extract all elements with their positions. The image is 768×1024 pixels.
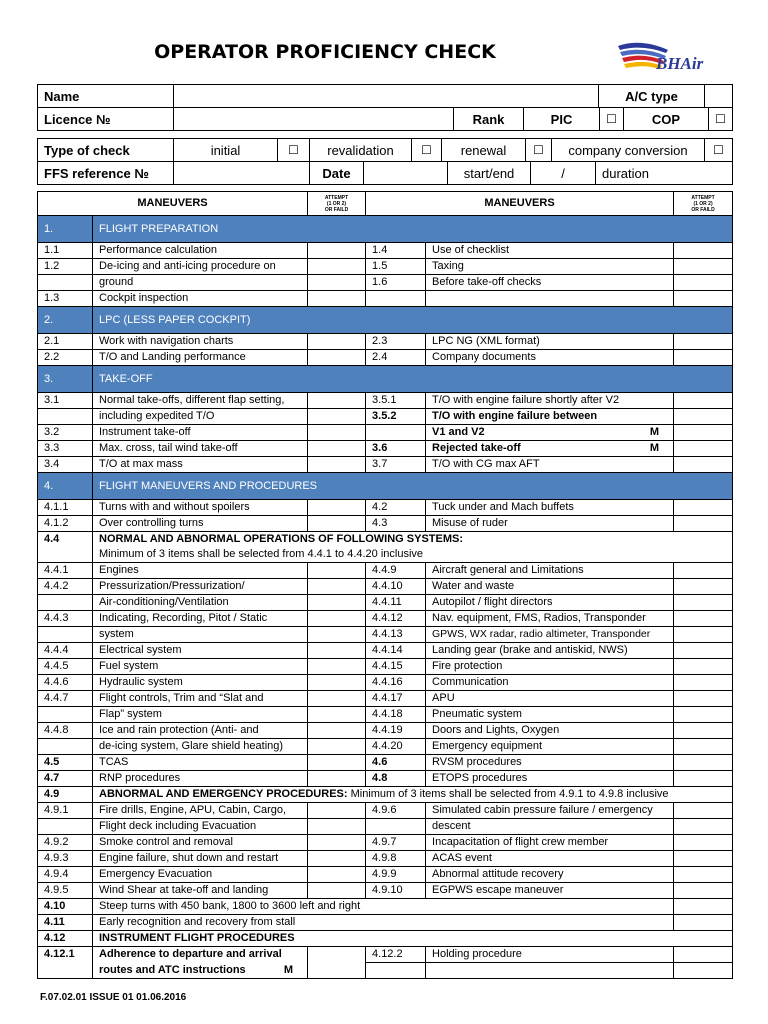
attempt-cell[interactable] (674, 334, 733, 350)
attempt-cell[interactable] (674, 611, 733, 627)
date-field[interactable] (364, 162, 448, 185)
section-row (38, 216, 733, 243)
attempt-cell[interactable] (674, 291, 733, 307)
attempt-cell[interactable] (674, 755, 733, 771)
section-number: 2. (38, 307, 93, 334)
attempt-cell[interactable] (674, 243, 733, 259)
revalidation-label: revalidation (310, 139, 412, 162)
mandatory-mark: M (283, 963, 294, 976)
table-row: 4.9.3 Engine failure, shut down and restart 4.9.8 ACAS event (38, 851, 733, 867)
attempt-cell[interactable] (674, 947, 733, 963)
table-row: Flap” system 4.4.18 Pneumatic system (38, 707, 733, 723)
maneuvers-header-left: MANEUVERS (38, 192, 308, 216)
attempt-cell[interactable] (308, 425, 366, 441)
attempt-header-left: ATTEMPT (1 OR 2) OR FAILD (308, 192, 366, 216)
table-row: 4.12.1 Adherence to departure and arrival 4.12.2 Holding procedure (38, 947, 733, 963)
section-title: LPC (LESS PAPER COCKPIT) (93, 307, 733, 334)
attempt-cell[interactable] (674, 867, 733, 883)
attempt-cell[interactable] (308, 243, 366, 259)
initial-label: initial (174, 139, 278, 162)
date-label: Date (310, 162, 364, 185)
attempt-header-right: ATTEMPT (1 OR 2) OR FAILD (674, 192, 733, 216)
section-number: 1. (38, 216, 93, 243)
attempt-cell[interactable] (308, 457, 366, 473)
licence-label: Licence № (38, 108, 174, 131)
attempt-cell[interactable] (674, 595, 733, 611)
table-row: 4.4.8 Ice and rain protection (Anti- and 4.4.19 Doors and Lights, Oxygen (38, 723, 733, 739)
ffs-table (37, 161, 733, 185)
table-row: 3.2 Instrument take-off V1 and V2 M (38, 425, 733, 441)
section-row (38, 307, 733, 334)
attempt-cell[interactable] (674, 563, 733, 579)
attempt-cell[interactable] (674, 723, 733, 739)
table-row: Flight deck including Evacuation descent (38, 819, 733, 835)
table-row: de-icing system, Glare shield heating) 4.4.20 Emergency equipment (38, 739, 733, 755)
attempt-cell[interactable] (674, 627, 733, 643)
table-row: routes and ATC instructions M (38, 963, 733, 979)
attempt-cell[interactable] (308, 350, 366, 366)
attempt-cell[interactable] (674, 771, 733, 787)
renewal-label: renewal (442, 139, 526, 162)
table-row: 4.4.4 Electrical system 4.4.14 Landing gear (brake and antiskid, NWS) (38, 643, 733, 659)
table-row: 4.9.1 Fire drills, Engine, APU, Cabin, Cargo, 4.9.6 Simulated cabin pressure failure / emergency (38, 803, 733, 819)
attempt-cell[interactable] (674, 883, 733, 899)
table-row: 4.9.2 Smoke control and removal 4.9.7 Incapacitation of flight crew member (38, 835, 733, 851)
table-row: 4.4.2 Pressurization/Pressurization/ 4.4.10 Water and waste (38, 579, 733, 595)
attempt-cell[interactable] (674, 739, 733, 755)
section-title: FLIGHT MANEUVERS AND PROCEDURES (93, 473, 733, 500)
attempt-cell[interactable] (674, 516, 733, 532)
attempt-cell[interactable] (674, 835, 733, 851)
page-title: OPERATOR PROFICIENCY CHECK (154, 41, 496, 63)
attempt-cell[interactable] (674, 707, 733, 723)
attempt-cell[interactable] (308, 851, 366, 867)
renewal-checkbox[interactable]: ☐ (526, 139, 552, 162)
revalidation-checkbox[interactable]: ☐ (412, 139, 442, 162)
column-header-row (38, 192, 733, 216)
company-conversion-checkbox[interactable]: ☐ (705, 139, 733, 162)
start-end-field[interactable]: / (531, 162, 596, 185)
table-row: 4.4.6 Hydraulic system 4.4.16 Communication (38, 675, 733, 691)
bhair-logo (616, 40, 736, 78)
table-row: system 4.4.13 GPWS, WX radar, radio altimeter, Transponder (38, 627, 733, 643)
section-title: TAKE-OFF (93, 366, 733, 393)
table-row: 4.1.1 Turns with and without spoilers 4.2 Tuck under and Mach buffets (38, 500, 733, 516)
table-row: 3.4 T/O at max mass 3.7 T/O with CG max AFT (38, 457, 733, 473)
attempt-cell[interactable] (308, 563, 366, 579)
attempt-cell[interactable] (308, 611, 366, 627)
table-row: 4.4.7 Flight controls, Trim and “Slat and 4.4.17 APU (38, 691, 733, 707)
table-row: 4.9.5 Wind Shear at take-off and landing 4.9.10 EGPWS escape maneuver (38, 883, 733, 899)
table-row: 4.1.2 Over controlling turns 4.3 Misuse of ruder (38, 516, 733, 532)
attempt-cell[interactable] (308, 867, 366, 883)
rank-label: Rank (454, 108, 524, 131)
type-of-check-label: Type of check (38, 139, 174, 162)
maneuvers-header-right: MANEUVERS (366, 192, 674, 216)
table-row: 4.4.1 Engines 4.4.9 Aircraft general and Limitations (38, 563, 733, 579)
pic-label: PIC (524, 108, 600, 131)
section-number: 4. (38, 473, 93, 500)
attempt-cell[interactable] (308, 691, 366, 707)
attempt-cell[interactable] (674, 851, 733, 867)
attempt-cell[interactable] (308, 803, 366, 819)
licence-table (37, 107, 733, 131)
section-number: 3. (38, 366, 93, 393)
table-row: 4.10 Steep turns with 450 bank, 1800 to 3600 left and right (38, 899, 733, 915)
table-row: 3.1 Normal take-offs, different flap setting, 3.5.1 T/O with engine failure shortly after V2 (38, 393, 733, 409)
cop-label: COP (624, 108, 709, 131)
pic-checkbox[interactable]: ☐ (600, 108, 624, 131)
section-title: FLIGHT PREPARATION (93, 216, 733, 243)
section-row (38, 366, 733, 393)
table-row: 4.11 Early recognition and recovery from stall (38, 915, 733, 931)
attempt-cell[interactable] (308, 259, 366, 275)
attempt-cell[interactable] (674, 915, 733, 931)
table-row: Air-conditioning/Ventilation 4.4.11 Autopilot / flight directors (38, 595, 733, 611)
attempt-cell[interactable] (674, 643, 733, 659)
attempt-cell[interactable] (674, 691, 733, 707)
mandatory-mark: M (649, 426, 660, 438)
attempt-cell[interactable] (674, 409, 733, 425)
document-footer: F.07.02.01 ISSUE 01 01.06.2016 (40, 992, 187, 1003)
name-label: Name (38, 85, 174, 108)
pilot-info-table (37, 84, 733, 108)
attempt-cell[interactable] (308, 579, 366, 595)
ffs-reference-field[interactable] (174, 162, 310, 185)
attempt-cell[interactable] (674, 275, 733, 291)
logo-text: BHAir (656, 54, 704, 73)
ac-type-label: A/C type (599, 85, 705, 108)
attempt-cell[interactable] (308, 409, 366, 425)
attempt-cell[interactable] (674, 659, 733, 675)
ffs-reference-label: FFS reference № (38, 162, 174, 185)
attempt-cell[interactable] (674, 350, 733, 366)
start-end-label: start/end (448, 162, 531, 185)
attempt-cell[interactable] (674, 259, 733, 275)
initial-checkbox[interactable]: ☐ (278, 139, 310, 162)
attempt-cell[interactable] (674, 803, 733, 819)
table-row: Minimum of 3 items shall be selected from 4.4.1 to 4.4.20 inclusive (38, 547, 733, 563)
attempt-cell[interactable] (308, 835, 366, 851)
attempt-cell[interactable] (308, 393, 366, 409)
section-row (38, 473, 733, 500)
attempt-cell[interactable] (308, 627, 366, 643)
table-row: 4.4.5 Fuel system 4.4.15 Fire protection (38, 659, 733, 675)
table-row: 1.1 Performance calculation 1.4 Use of checklist (38, 243, 733, 259)
attempt-cell[interactable] (674, 425, 733, 441)
table-row: 4.4.3 Indicating, Recording, Pitot / Static 4.4.12 Nav. equipment, FMS, Radios, Transponder (38, 611, 733, 627)
attempt-cell[interactable] (674, 457, 733, 473)
attempt-cell[interactable] (308, 275, 366, 291)
mandatory-mark: M (649, 442, 660, 454)
licence-field[interactable] (174, 108, 454, 131)
attempt-cell[interactable] (308, 675, 366, 691)
attempt-cell[interactable] (308, 659, 366, 675)
attempt-cell[interactable] (308, 441, 366, 457)
table-row: 1.3 Cockpit inspection (38, 291, 733, 307)
table-row: 2.1 Work with navigation charts 2.3 LPC NG (XML format) (38, 334, 733, 350)
table-row: 4.12 INSTRUMENT FLIGHT PROCEDURES (38, 931, 733, 947)
attempt-cell[interactable] (308, 739, 366, 755)
attempt-cell[interactable] (308, 595, 366, 611)
attempt-cell[interactable] (674, 675, 733, 691)
duration-label: duration (596, 162, 733, 185)
table-row: 4.4 NORMAL AND ABNORMAL OPERATIONS OF FOLLOWING SYSTEMS: (38, 532, 733, 548)
attempt-cell[interactable] (674, 500, 733, 516)
attempt-cell[interactable] (674, 899, 733, 915)
table-row: 4.9.4 Emergency Evacuation 4.9.9 Abnormal attitude recovery (38, 867, 733, 883)
cop-checkbox[interactable]: ☐ (709, 108, 733, 131)
attempt-cell[interactable] (308, 643, 366, 659)
attempt-cell[interactable] (308, 516, 366, 532)
name-field[interactable] (174, 85, 599, 108)
table-row: 3.3 Max. cross, tail wind take-off 3.6 Rejected take-off M (38, 441, 733, 457)
table-row: 1.2 De-icing and anti-icing procedure on 1.5 Taxing (38, 259, 733, 275)
table-row: 4.5 TCAS 4.6 RVSM procedures (38, 755, 733, 771)
ac-type-field[interactable] (705, 85, 733, 108)
attempt-cell[interactable] (308, 291, 366, 307)
attempt-cell[interactable] (674, 393, 733, 409)
attempt-cell[interactable] (674, 819, 733, 835)
table-row: 4.9 ABNORMAL AND EMERGENCY PROCEDURES: Minimum of 3 items shall be selected from 4.9.1 to 4.9.8 inclusive (38, 787, 733, 803)
table-row: ground 1.6 Before take-off checks (38, 275, 733, 291)
attempt-cell[interactable] (308, 334, 366, 350)
maneuvers-table (37, 191, 733, 979)
table-row: 4.7 RNP procedures 4.8 ETOPS procedures (38, 771, 733, 787)
attempt-cell[interactable] (308, 947, 366, 963)
company-conversion-label: company conversion (552, 139, 705, 162)
table-row: 2.2 T/O and Landing performance 2.4 Company documents (38, 350, 733, 366)
check-type-table (37, 138, 733, 162)
attempt-cell[interactable] (308, 707, 366, 723)
table-row: including expedited T/O 3.5.2 T/O with engine failure between (38, 409, 733, 425)
attempt-cell[interactable] (308, 723, 366, 739)
attempt-cell[interactable] (308, 883, 366, 899)
attempt-cell[interactable] (308, 500, 366, 516)
attempt-cell[interactable] (674, 579, 733, 595)
attempt-cell[interactable] (308, 819, 366, 835)
attempt-cell[interactable] (308, 755, 366, 771)
attempt-cell[interactable] (308, 771, 366, 787)
attempt-cell[interactable] (674, 441, 733, 457)
